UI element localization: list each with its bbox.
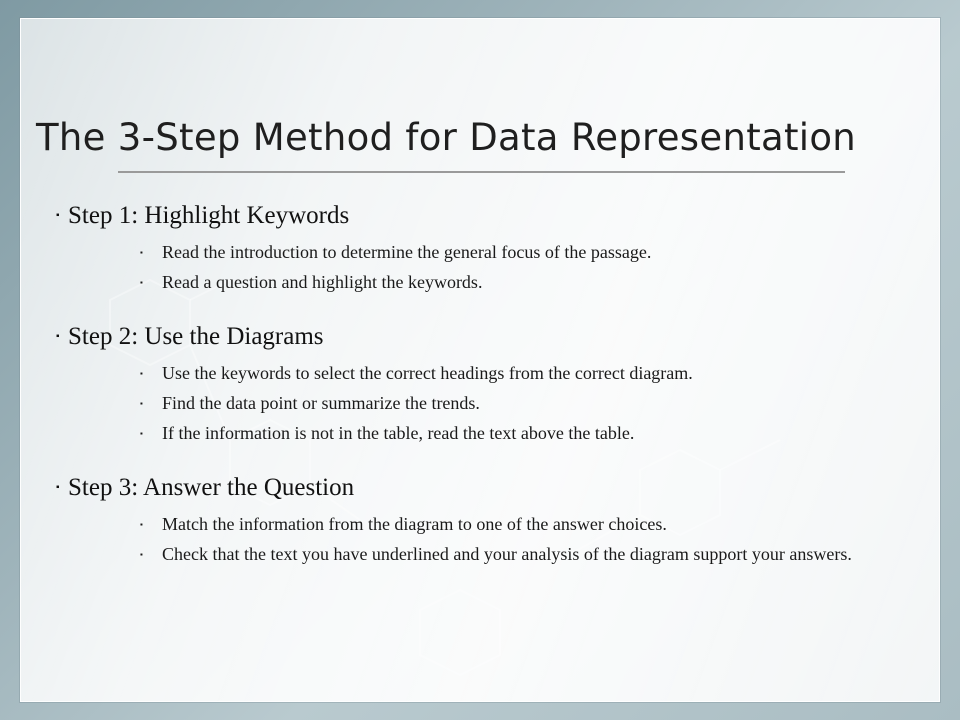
step-2-heading-text: Step 2: Use the Diagrams (68, 323, 324, 350)
step-1-list (56, 241, 906, 293)
square-bullet-icon: ▪ (140, 399, 143, 408)
square-bullet-icon: ▪ (56, 210, 60, 221)
square-bullet-icon: ▪ (140, 429, 143, 438)
title-underline (118, 171, 845, 173)
list-item-text: Check that the text you have underlined and your analysis of the diagram support your answers. (162, 544, 852, 564)
square-bullet-icon: ▪ (140, 369, 143, 378)
square-bullet-icon: ▪ (140, 550, 143, 559)
list-item-text: Read a question and highlight the keywords. (162, 272, 483, 292)
list-item-text: If the information is not in the table, read the text above the table. (162, 423, 635, 443)
list-item (140, 271, 906, 293)
list-item-text: Read the introduction to determine the general focus of the passage. (162, 242, 652, 262)
square-bullet-icon: ▪ (140, 248, 143, 257)
step-heading (56, 200, 906, 237)
step-1 (56, 200, 906, 293)
square-bullet-icon: ▪ (56, 331, 60, 342)
step-heading (56, 472, 906, 509)
list-item (140, 241, 906, 263)
slide-body (56, 200, 906, 573)
step-2-list (56, 362, 906, 444)
list-item (140, 543, 906, 565)
list-item (140, 513, 906, 535)
square-bullet-icon: ▪ (140, 278, 143, 287)
square-bullet-icon: ▪ (56, 482, 60, 493)
step-1-heading-text: Step 1: Highlight Keywords (68, 202, 350, 229)
list-item (140, 422, 906, 444)
list-item-text: Find the data point or summarize the trends. (162, 393, 480, 413)
slide-title: The 3-Step Method for Data Representation (36, 116, 857, 159)
square-bullet-icon: ▪ (140, 520, 143, 529)
list-item (140, 392, 906, 414)
step-3-list (56, 513, 906, 565)
list-item-text: Match the information from the diagram to one of the answer choices. (162, 514, 667, 534)
step-2 (56, 321, 906, 444)
step-heading (56, 321, 906, 358)
list-item-text: Use the keywords to select the correct headings from the correct diagram. (162, 363, 693, 383)
step-3-heading-text: Step 3: Answer the Question (68, 474, 355, 501)
list-item (140, 362, 906, 384)
step-3 (56, 472, 906, 565)
